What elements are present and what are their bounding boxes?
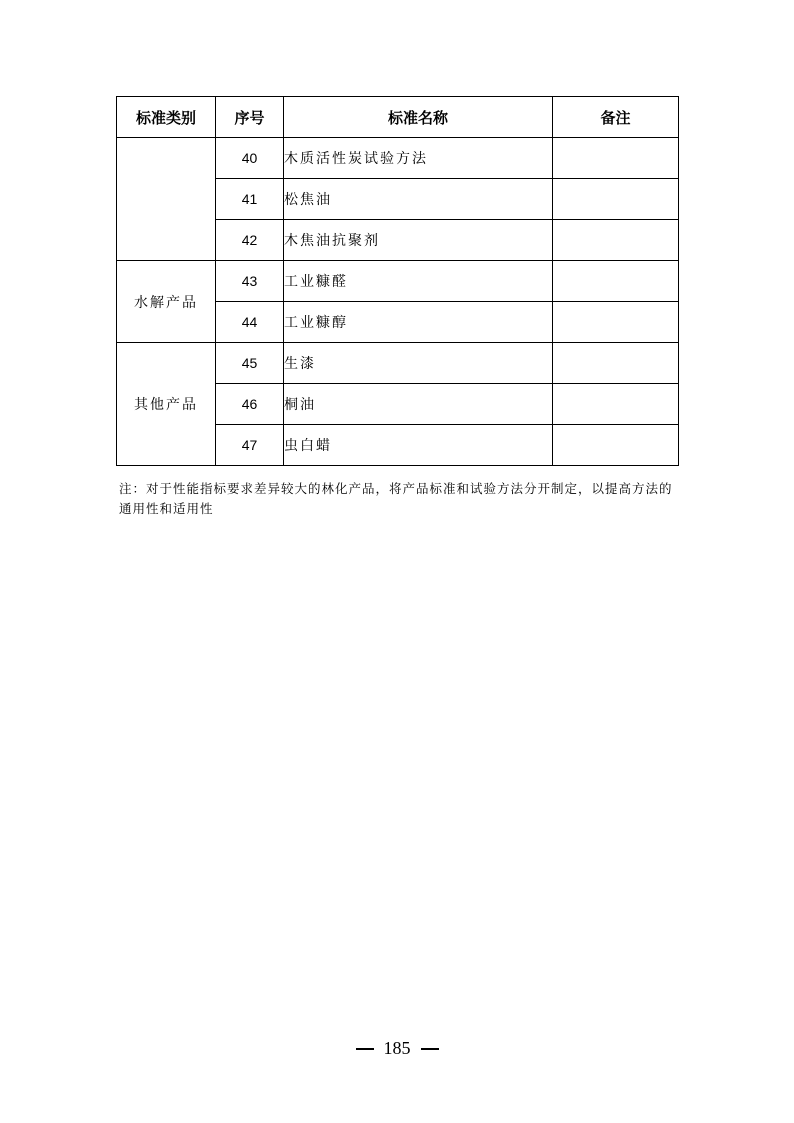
header-number: 序号: [216, 97, 284, 138]
row-number: 44: [216, 302, 284, 343]
note-cell: [553, 302, 679, 343]
standard-name: 工业糠醛: [284, 261, 553, 302]
standard-name: 木焦油抗聚剂: [284, 220, 553, 261]
standard-name: 虫白蜡: [284, 425, 553, 466]
table-row: [117, 138, 679, 179]
row-number: 42: [216, 220, 284, 261]
note-cell: [553, 425, 679, 466]
note-cell: [553, 343, 679, 384]
row-number: 47: [216, 425, 284, 466]
header-name: 标准名称: [284, 97, 553, 138]
note-cell: [553, 261, 679, 302]
category-cell: [117, 138, 216, 261]
standard-name: 木质活性炭试验方法: [284, 138, 553, 179]
standard-name: 松焦油: [284, 179, 553, 220]
category-cell: 水解产品: [117, 261, 216, 343]
row-number: 45: [216, 343, 284, 384]
row-number: 43: [216, 261, 284, 302]
note-cell: [553, 384, 679, 425]
row-number: 41: [216, 179, 284, 220]
table-header-row: [117, 97, 679, 138]
table-row: [117, 343, 679, 384]
note-cell: [553, 138, 679, 179]
standards-table: [116, 96, 679, 466]
row-number: 40: [216, 138, 284, 179]
page-number: 185: [383, 1038, 411, 1058]
dash-left: [356, 1048, 374, 1050]
dash-right: [421, 1048, 439, 1050]
note-cell: [553, 220, 679, 261]
standard-name: 工业糠醇: [284, 302, 553, 343]
header-category: 标准类别: [117, 97, 216, 138]
table-footnote: 注：对于性能指标要求差异较大的林化产品，将产品标准和试验方法分开制定，以提高方法的通用性和适用性: [119, 481, 673, 516]
header-note: 备注: [553, 97, 679, 138]
note-cell: [553, 179, 679, 220]
standard-name: 桐油: [284, 384, 553, 425]
row-number: 46: [216, 384, 284, 425]
table-row: [117, 261, 679, 302]
category-cell: 其他产品: [117, 343, 216, 466]
standard-name: 生漆: [284, 343, 553, 384]
page-number-footer: [0, 1038, 794, 1059]
